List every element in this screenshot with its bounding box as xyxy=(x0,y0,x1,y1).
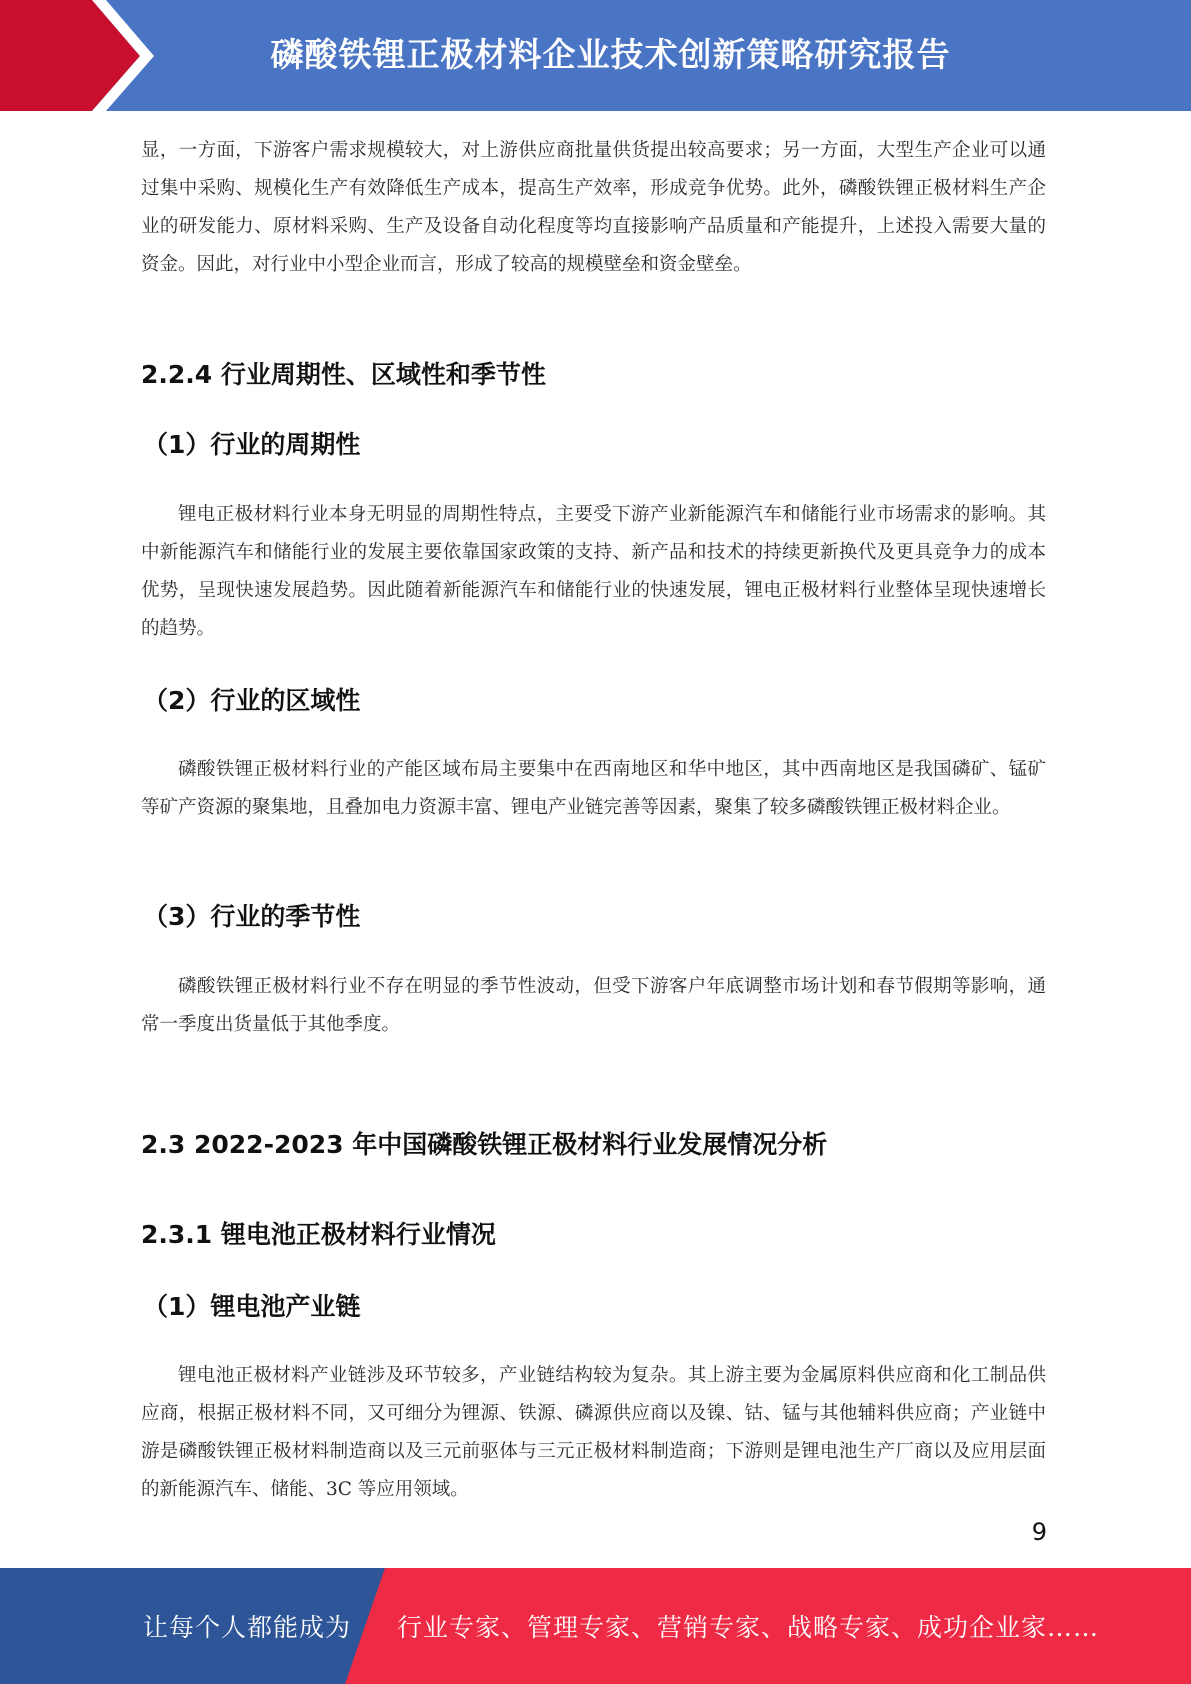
heading-region: （2）行业的区域性 xyxy=(143,686,361,715)
heading-2-3-1: 2.3.1 锂电池正极材料行业情况 xyxy=(141,1220,496,1249)
heading-cycle: （1）行业的周期性 xyxy=(143,430,361,459)
paragraph-chain: 锂电池正极材料产业链涉及环节较多，产业链结构较为复杂。其上游主要为金属原料供应商和化工制品供应商，根据正极材料不同，又可细分为锂源、铁源、磷源供应商以及镍、钴、锰与其他辅料供应商；产业链中游是磷酸铁锂正极材料制造商以及三元前驱体与三元正极材料制造商；下游则是锂电池生产厂商以及应用层面的新能源汽车、储能、3C 等应用领域。 xyxy=(141,1365,1046,1500)
header-banner xyxy=(0,0,1191,111)
footer-slogan-left: 让每个人都能成为 xyxy=(143,1613,352,1642)
heading-chain: （1）锂电池产业链 xyxy=(143,1292,361,1321)
heading-2-3: 2.3 2022-2023 年中国磷酸铁锂正极材料行业发展情况分析 xyxy=(141,1130,828,1159)
footer-banner xyxy=(0,1568,1191,1684)
footer-slogan-right: 行业专家、管理专家、营销专家、战略专家、成功企业家…… xyxy=(397,1613,1100,1642)
paragraph-cycle: 锂电正极材料行业本身无明显的周期性特点，主要受下游产业新能源汽车和储能行业市场需求的影响。其中新能源汽车和储能行业的发展主要依靠国家政策的支持、新产品和技术的持续更新换代及更具竞争力的成本优势，呈现快速发展趋势。因此随着新能源汽车和储能行业的快速发展，锂电正极材料行业整体呈现快速增长的趋势。 xyxy=(141,504,1046,639)
paragraph-intro: 显，一方面，下游客户需求规模较大，对上游供应商批量供货提出较高要求；另一方面，大型生产企业可以通过集中采购、规模化生产有效降低生产成本，提高生产效率，形成竞争优势。此外，磷酸铁锂正极材料生产企业的研发能力、原材料采购、生产及设备自动化程度等均直接影响产品质量和产能提升，上述投入需要大量的资金。因此，对行业中小型企业而言，形成了较高的规模壁垒和资金壁垒。 xyxy=(141,140,1046,275)
heading-2-2-4: 2.2.4 行业周期性、区域性和季节性 xyxy=(141,360,546,389)
paragraph-region: 磷酸铁锂正极材料行业的产能区域布局主要集中在西南地区和华中地区，其中西南地区是我国磷矿、锰矿等矿产资源的聚集地，且叠加电力资源丰富、锂电产业链完善等因素，聚集了较多磷酸铁锂正极材料企业。 xyxy=(141,759,1046,818)
page-number: 9 xyxy=(1031,1518,1047,1546)
paragraph-season: 磷酸铁锂正极材料行业不存在明显的季节性波动，但受下游客户年底调整市场计划和春节假期等影响，通常一季度出货量低于其他季度。 xyxy=(141,976,1046,1035)
heading-season: （3）行业的季节性 xyxy=(143,902,361,931)
report-title: 磷酸铁锂正极材料企业技术创新策略研究报告 xyxy=(270,35,951,74)
